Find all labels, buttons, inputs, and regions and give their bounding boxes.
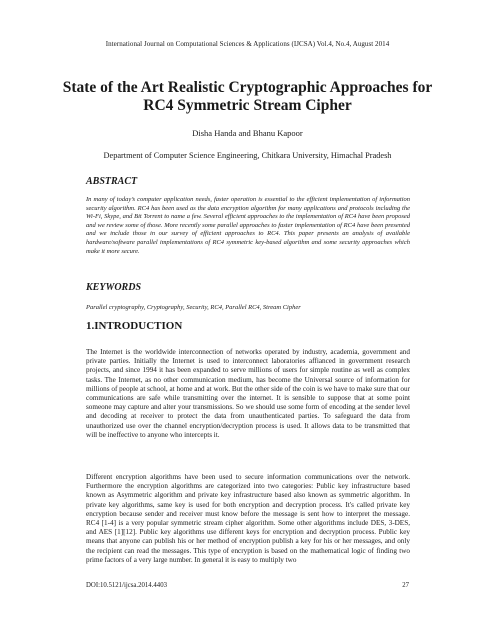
- abstract-heading: ABSTRACT: [86, 176, 138, 187]
- paper-authors: Disha Handa and Bhanu Kapoor: [192, 128, 303, 138]
- keywords-heading: KEYWORDS: [86, 282, 142, 293]
- journal-header: International Journal on Computational Sciences & Applications (IJCSA) Vol.4, No.4, August 2014: [105, 40, 390, 48]
- abstract-text: In many of today’s computer application needs, faster operation is essential to the efficient implementation of information security algorithm. RC4 has been used as the data encryption algorithm for many applications and protocols including the Wi-Fi, Skype, and Bit Torrent to name a few. Several efficient approaches to the implementation of RC4 have been proposed and we review some of those. More recently some parallel approaches to faster implementation of RC4 have been presented and we include those in our survey of efficient approaches to RC4. This paper presents an analysis of available hardware/software parallel implementations of RC4 symmetric key-based algorithm and some security approaches which make it more secure.: [86, 196, 410, 255]
- page-number: 27: [402, 582, 409, 589]
- author-affiliation: Department of Computer Science Engineering, Chitkara University, Himachal Pradesh: [103, 151, 392, 160]
- keywords-text: Parallel cryptography, Cryptography, Security, RC4, Parallel RC4, Stream Cipher: [86, 304, 301, 311]
- introduction-heading: 1.INTRODUCTION: [86, 320, 183, 332]
- paper-title: State of the Art Realistic Cryptographic Approaches for RC4 Symmetric Stream Cipher: [62, 79, 433, 114]
- introduction-paragraph-2: Different encryption algorithms have been used to secure information communications over the network. Furthermore the encryption algorithms are categorized into two categories: Public key infrastructure based known as Asymmetric algorithm and private key infrastructure based also known as symmetric algorithm. In private key algorithms, same key is used for both encryption and decryption process. It's called private key encryption because sender and receiver must know before the message is sent how to interpret the message. RC4 [1-4] is a very popular symmetric stream cipher algorithm. Some other algorithms include DES, 3-DES, and AES [1][12]. Public key algorithms use different keys for encryption and decryption process. Public key means that anyone can publish his or her method of encryption publish a key for his or her messages, and only the recipient can read the messages. This type of encryption is based on the mathematical logic of finding two prime factors of a very large number. In general it is easy to multiply two: [86, 473, 410, 564]
- introduction-paragraph-1: The Internet is the worldwide interconnection of networks operated by industry, academia, government and private parties. Initially the Internet is used to interconnect laboratories affianced in government research projects, and since 1994 it has been expanded to serve millions of users for simple routine as well as complex tasks. The Internet, as no other communication medium, has become the Universal source of information for millions of people at school, at home and at work. But the other side of the coin is we have to make sure that our communications are safe while transmitting over the internet. It is sensible to suppose that at some point someone may capture and alter your transmissions. So we should use some form of encoding at the sender level and decoding at receiver to protect the data from unauthenticated parties. To safeguard the data from unauthorized use over the channel encryption/decryption process is used. It allows data to be transmitted that will be ineffective to anyone who intercepts it.: [86, 348, 410, 439]
- footer-doi: DOI:10.5121/ijcsa.2014.4403: [86, 582, 167, 589]
